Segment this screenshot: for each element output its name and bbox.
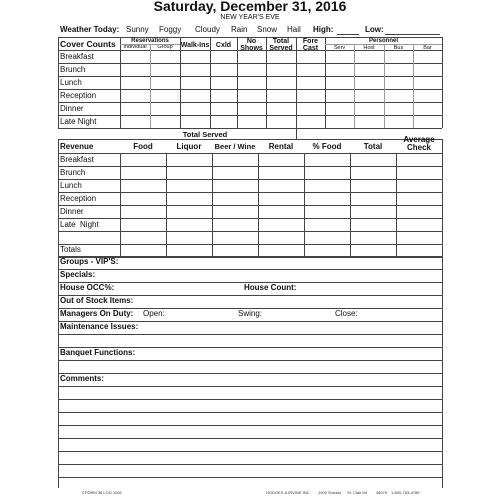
notes-rule-line [58, 477, 442, 478]
banquet-functions-label: Banquet Functions: [60, 348, 136, 357]
host-header: Host [363, 45, 375, 51]
notes-rule-line [58, 334, 442, 335]
revenue-row-dinner: Dinner [60, 207, 84, 216]
revenue-row-totals: Totals [60, 245, 81, 254]
covers-column-line [266, 37, 267, 128]
average-check-header-2: Check [406, 143, 431, 152]
covers-row-lunch: Lunch [60, 78, 82, 87]
covers-subcolumn-line [384, 44, 385, 128]
revenue-row-lunch: Lunch [60, 181, 82, 190]
high-field[interactable] [337, 34, 359, 35]
covers-row-breakfast: Breakfast [60, 52, 94, 61]
notes-rule-line [58, 451, 442, 452]
total-served-header-1: Total [272, 38, 290, 45]
covers-row-dinner: Dinner [60, 104, 84, 113]
cover-counts-title: Cover Counts [60, 39, 116, 49]
publisher-address: 1900 Sinclair [318, 490, 342, 495]
publisher-phone: 1-800-783-4789 [391, 490, 420, 495]
serv-header: Serv [333, 45, 346, 51]
notes-rule-line [58, 399, 442, 400]
covers-column-line [210, 37, 211, 128]
beer-wine-header: Beer / Wine [214, 142, 256, 151]
revenue-row-line [58, 192, 442, 193]
notes-left-border [58, 256, 59, 488]
average-check-header-1: Average [403, 135, 435, 144]
maintenance-issues-label: Maintenance Issues: [60, 322, 139, 331]
notes-rule-line [58, 425, 442, 426]
total-served-header-2: Served [269, 45, 293, 52]
notes-rule-line [58, 373, 442, 374]
notes-rule-line [58, 295, 442, 296]
house-count-label: House Count: [244, 283, 297, 292]
notes-right-border [442, 256, 443, 488]
weather-option-hail[interactable]: Hail [287, 25, 301, 34]
revenue-top-border [58, 139, 442, 140]
total-served-box-top [58, 128, 296, 129]
managers-on-duty-label: Managers On Duty: [60, 309, 134, 318]
covers-subcolumn-line [354, 44, 355, 128]
open-label: Open: [143, 309, 165, 318]
revenue-column-line [212, 153, 213, 256]
fore-cast-header-2: Cast [302, 45, 319, 52]
no-shows-header-1: No [246, 38, 257, 45]
low-label: Low: [365, 25, 384, 34]
revenue-right-border [442, 139, 443, 256]
revenue-row-line [58, 205, 442, 206]
notes-rule-line [58, 464, 442, 465]
no-shows-header-2: Shows [240, 45, 263, 52]
pct-food-header: % Food [312, 142, 342, 151]
page-title: Saturday, December 31, 2016 [153, 0, 347, 14]
close-label: Close: [335, 309, 358, 318]
revenue-row-late-night: Late Night [60, 220, 99, 229]
revenue-left-border [58, 139, 59, 256]
bar-header: Bar [423, 45, 432, 51]
high-label: High: [313, 25, 334, 34]
rental-header: Rental [268, 142, 294, 151]
weather-option-snow[interactable]: Snow [257, 25, 278, 34]
individual-header: Individual [123, 44, 147, 50]
weather-option-foggy[interactable]: Foggy [159, 25, 182, 34]
publisher-name: HODGES & IRVINE INC [266, 490, 310, 495]
covers-subcolumn-line [150, 44, 151, 128]
covers-column-line [296, 37, 297, 128]
total-served-title: Total Served [182, 130, 228, 139]
weather-label: Weather Today: [60, 25, 120, 34]
form-number: ©FORM 38 LOG 1106 [82, 490, 122, 495]
total-served-box-right [296, 128, 297, 139]
covers-column-line [180, 37, 181, 128]
revenue-header-divider [58, 153, 442, 154]
notes-rule-line [58, 282, 442, 283]
covers-row-brunch: Brunch [60, 65, 86, 74]
total-header: Total [363, 142, 383, 151]
reservations-header: Reservations [131, 38, 169, 44]
revenue-row-line [58, 166, 442, 167]
revenue-row-breakfast: Breakfast [60, 155, 94, 164]
revenue-row-line [58, 244, 442, 245]
revenue-column-line [166, 153, 167, 256]
fore-cast-header-1: Fore [302, 38, 319, 45]
notes-rule-line [58, 256, 442, 257]
groups-vip-label: Groups - VIP'S: [60, 257, 119, 266]
notes-rule-line [58, 308, 442, 309]
revenue-row-brunch: Brunch [60, 168, 86, 177]
revenue-row-line [58, 231, 442, 232]
notes-rule-line [58, 412, 442, 413]
covers-row-reception: Reception [60, 91, 97, 100]
revenue-row-line [58, 218, 442, 219]
food-header: Food [133, 142, 153, 151]
covers-row-late-night: Late Night [60, 117, 97, 126]
liquor-header: Liquor [176, 142, 202, 151]
house-occ-label: House OCC%: [60, 283, 115, 292]
notes-rule-line [58, 321, 442, 322]
revenue-row-line [58, 179, 442, 180]
notes-rule-line [58, 347, 442, 348]
notes-rule-line [58, 386, 442, 387]
revenue-title: Revenue [60, 142, 94, 151]
covers-column-line [325, 37, 326, 128]
low-field[interactable] [385, 34, 440, 35]
publisher-zip: 48079 [376, 490, 388, 495]
covers-subcolumn-line [413, 44, 414, 128]
revenue-column-line [304, 153, 305, 256]
revenue-column-line [350, 153, 351, 256]
swing-label: Swing: [238, 309, 263, 318]
weather-option-cloudy[interactable]: Cloudy [195, 25, 220, 34]
notes-rule-line [58, 360, 442, 361]
revenue-column-line [396, 153, 397, 256]
revenue-column-line [120, 153, 121, 256]
revenue-row-reception: Reception [60, 194, 97, 203]
revenue-column-line [258, 153, 259, 256]
notes-rule-line [58, 269, 442, 270]
personnel-divider [325, 44, 442, 45]
personnel-header: Personnel [368, 38, 398, 44]
publisher-city: St. Clair MI [347, 490, 367, 495]
covers-column-line [237, 37, 238, 128]
weather-option-rain[interactable]: Rain [231, 25, 248, 34]
weather-option-sunny[interactable]: Sunny [126, 25, 149, 34]
covers-column-line [120, 37, 121, 128]
page-subtitle: NEW YEAR'S EVE [220, 14, 280, 21]
comments-label: Comments: [60, 374, 105, 383]
notes-rule-line [58, 438, 442, 439]
covers-right-border [442, 37, 443, 128]
specials-label: Specials: [60, 270, 96, 279]
group-header: Group [157, 44, 173, 50]
cxld-header: Cxld [215, 42, 232, 49]
reservations-divider [120, 44, 180, 45]
walkins-header: Walk-Ins [180, 42, 210, 49]
out-of-stock-label: Out of Stock Items: [60, 296, 134, 305]
bus-header: Bus [393, 45, 404, 51]
